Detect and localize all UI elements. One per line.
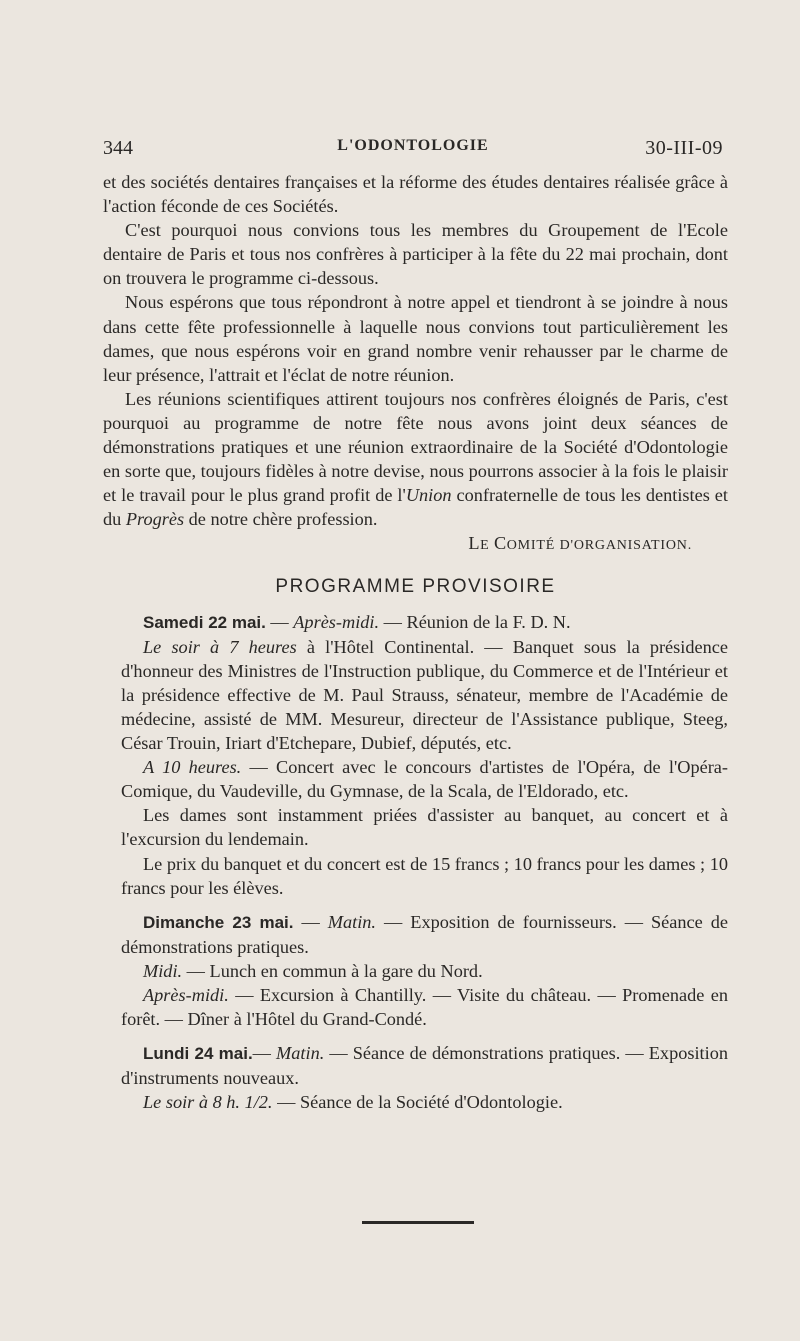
concert-a: A <box>143 757 163 778</box>
signature <box>103 531 728 558</box>
day-dimanche: Dimanche 23 mai. <box>143 912 294 932</box>
programme-dimanche <box>103 910 728 959</box>
paragraph-4-text-b: confraternelle de tous les dentistes et du <box>103 485 728 530</box>
soir-time: Le soir à 8 h. 1/2. <box>143 1092 273 1113</box>
article-body <box>103 170 728 1114</box>
lundi-text: — Séance de démonstrations pratiques. — Exposition d'instruments nouveaux. <box>121 1043 728 1089</box>
running-title: L'ODONTOLOGIE <box>337 137 489 154</box>
samedi-apres-midi: Après-midi. <box>293 611 380 632</box>
soir-text: — Séance de la Société d'Odontologie. <box>272 1092 563 1113</box>
signature-le-initial: L <box>468 533 481 554</box>
progres-emphasis: Progrès <box>125 509 185 530</box>
dimanche-matin: Matin. <box>327 911 377 932</box>
signature-le-rest: E <box>480 538 490 554</box>
union-emphasis: Union <box>405 485 452 506</box>
lundi-sep: — <box>252 1043 277 1064</box>
midi-label: Midi. <box>143 960 183 981</box>
page-number: 344 <box>103 137 133 159</box>
concert-time: 10 heures. <box>162 757 242 778</box>
programme-concert <box>103 755 728 803</box>
midi-text: — Lunch en commun à la gare du Nord. <box>182 960 483 981</box>
paragraph-4-text-a: Les réunions scientifiques attirent toujours nos confrères éloignés de Paris, c'est pourquoi au programme de notre fête nous avons joint deux séances de démonstrations pratiques et une réunion extraordinaire de la Société d'Odontologie en sorte que, toujours fidèles à notre devise, nous pourrons associer à la fois le plaisir et le travail pour le plus grand profit de l' <box>103 388 728 506</box>
programme-prix: Le prix du banquet et du concert est de 15 francs ; 10 francs pour les dames ; 10 francs pour les élèves. <box>121 853 728 898</box>
banquet-text: à l'Hôtel Continental. — Banquet sous la présidence d'honneur des Ministres de l'Instruction publique, du Commerce et de l'Intérieur et la présidence effective de M. Paul Strauss, sénateur, membre de l'Académie de médecine, assisté de MM. Mesureur, directeur de l'Assistance publique, Steeg, César Trouin, Iriart d'Etchepare, Dubief, députés, etc. <box>121 636 728 754</box>
signature-organisation: D'ORGANISATION. <box>559 538 692 554</box>
lundi-matin: Matin. <box>276 1043 325 1064</box>
programme-banquet <box>103 635 728 755</box>
paragraph-3: Nous espérons que tous répondront à notre appel et tiendront à se joindre à nous dans cette fête professionnelle à laquelle nous convions tout particulièrement les dames, que nous espérons voir en grand nombre venir rehausser par le charme de leur présence, l'attrait et l'éclat de notre réunion. <box>103 292 728 385</box>
dimanche-text: — Exposition de fournisseurs. — Séance de démonstrations pratiques. <box>121 911 729 957</box>
paragraph-4-text-c: de notre chère profession. <box>184 509 378 530</box>
samedi-sep: — <box>265 611 294 632</box>
programme-title: PROGRAMME PROVISOIRE <box>275 575 556 597</box>
programme-dames: Les dames sont instamment priées d'assister au banquet, au concert et à l'excursion du lendemain. <box>121 805 728 850</box>
day-lundi: Lundi 24 mai. <box>143 1044 253 1064</box>
programme-apres-midi <box>103 983 728 1031</box>
paragraph-4 <box>103 387 728 532</box>
apres-midi-label: Après-midi. <box>143 985 229 1005</box>
programme-samedi <box>103 610 728 635</box>
issue-date: 30-III-09 <box>645 137 723 159</box>
apres-midi-text: — Excursion à Chantilly. — Visite du château. — Promenade en forêt. — Dîner à l'Hôtel du Grand-Condé. <box>121 985 728 1030</box>
dimanche-sep: — <box>293 911 328 932</box>
day-samedi: Samedi 22 mai. <box>143 612 266 632</box>
signature-comite-initial: C <box>494 533 507 554</box>
paragraph-2: C'est pourquoi nous convions tous les membres du Groupement de l'Ecole dentaire de Paris et tous nos confrères à participer à la fête du 22 mai prochain, dont on trouvera le programme ci-dessous. <box>103 220 728 289</box>
paragraph-1: et des sociétés dentaires françaises et la réforme des études dentaires réalisée grâce à l'action féconde de ces Sociétés. <box>103 172 728 217</box>
page-header <box>103 137 723 161</box>
programme-lundi <box>103 1041 728 1090</box>
samedi-text: — Réunion de la F. D. N. <box>379 611 571 632</box>
signature-comite-rest: OMITÉ <box>506 538 556 554</box>
programme-soir <box>103 1090 728 1114</box>
banquet-time: Le soir à 7 heures <box>143 636 297 657</box>
concert-text: — Concert avec le concours d'artistes de l'Opéra, de l'Opéra-Comique, du Vaudeville, du Gymnase, de la Scala, de l'Eldorado, etc. <box>121 757 728 802</box>
programme-midi <box>103 959 728 983</box>
section-divider <box>362 1221 474 1224</box>
